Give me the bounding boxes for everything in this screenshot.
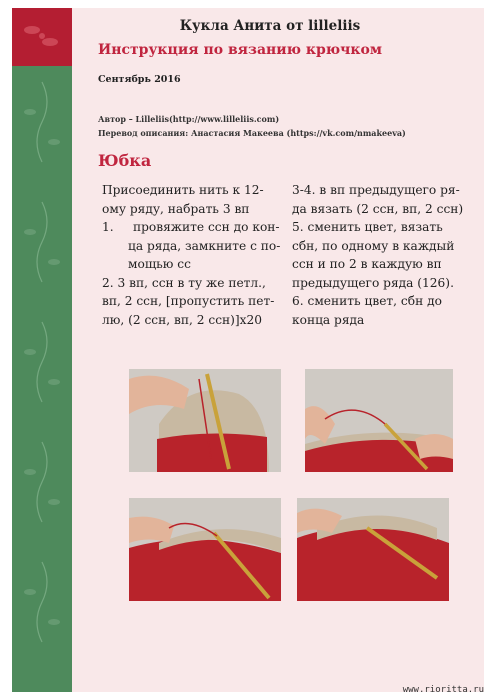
author-credit: Автор – Lilleliis(http://www.lilleliis.com)	[98, 114, 280, 124]
section-heading: Юбка	[98, 151, 152, 170]
crochet-hat-image	[129, 369, 281, 472]
crochet-photo-3	[129, 498, 281, 601]
text-line: сбн, по одному в каждый	[292, 238, 455, 253]
text-line: предыдущего ряда (126).	[292, 275, 454, 290]
text-line: конца ряда	[292, 312, 365, 327]
crochet-photo-4	[297, 498, 449, 601]
instructions-right-column	[292, 181, 472, 329]
translator-credit: Перевод описания: Анастасия Макеева (https://vk.com/nmakeeva)	[98, 128, 406, 138]
document-date: Сентябрь 2016	[98, 74, 181, 85]
instructions-left-column	[102, 181, 282, 329]
floral-pattern-icon	[12, 52, 72, 692]
text-line: вп, 2 ссн, [пропустить пет-	[102, 294, 275, 308]
text-line: да вязать (2 ссн, вп, 2 ссн)	[292, 201, 464, 216]
text-line: Присоединить нить к 12-	[102, 183, 264, 197]
text-line: мощью сс	[128, 257, 191, 271]
text-line: 2. 3 вп, ссн в ту же петл.,	[102, 275, 266, 290]
watermark: www.rioritta.ru	[402, 685, 484, 695]
decorative-corner	[12, 8, 72, 66]
crochet-hat-image	[129, 498, 281, 601]
crochet-photo-1	[129, 369, 281, 472]
crochet-hat-image	[305, 369, 453, 472]
document-title: Кукла Анита от lilleliis	[179, 18, 361, 34]
text-line: ссн и по 2 в каждую вп	[292, 257, 442, 271]
text-line: ому ряду, набрать 3 вп	[102, 201, 250, 216]
credits	[98, 112, 478, 140]
text-line: 3-4. в вп предыдущего ря-	[292, 183, 460, 197]
crochet-hat-image	[297, 498, 449, 601]
text-line: лю, (2 ссн, вп, 2 ссн)]х20	[102, 312, 263, 327]
text-line: 5. сменить цвет, вязать	[292, 220, 443, 234]
text-line: 1. провяжите ссн до кон-	[102, 220, 280, 234]
document-subtitle: Инструкция по вязанию крючком	[98, 42, 382, 58]
crochet-photo-2	[305, 369, 453, 472]
floral-corner-icon	[12, 8, 72, 66]
text-line: ца ряда, замкните с по-	[128, 238, 281, 253]
text-line: 6. сменить цвет, сбн до	[292, 294, 442, 308]
decorative-sidebar	[12, 52, 72, 692]
